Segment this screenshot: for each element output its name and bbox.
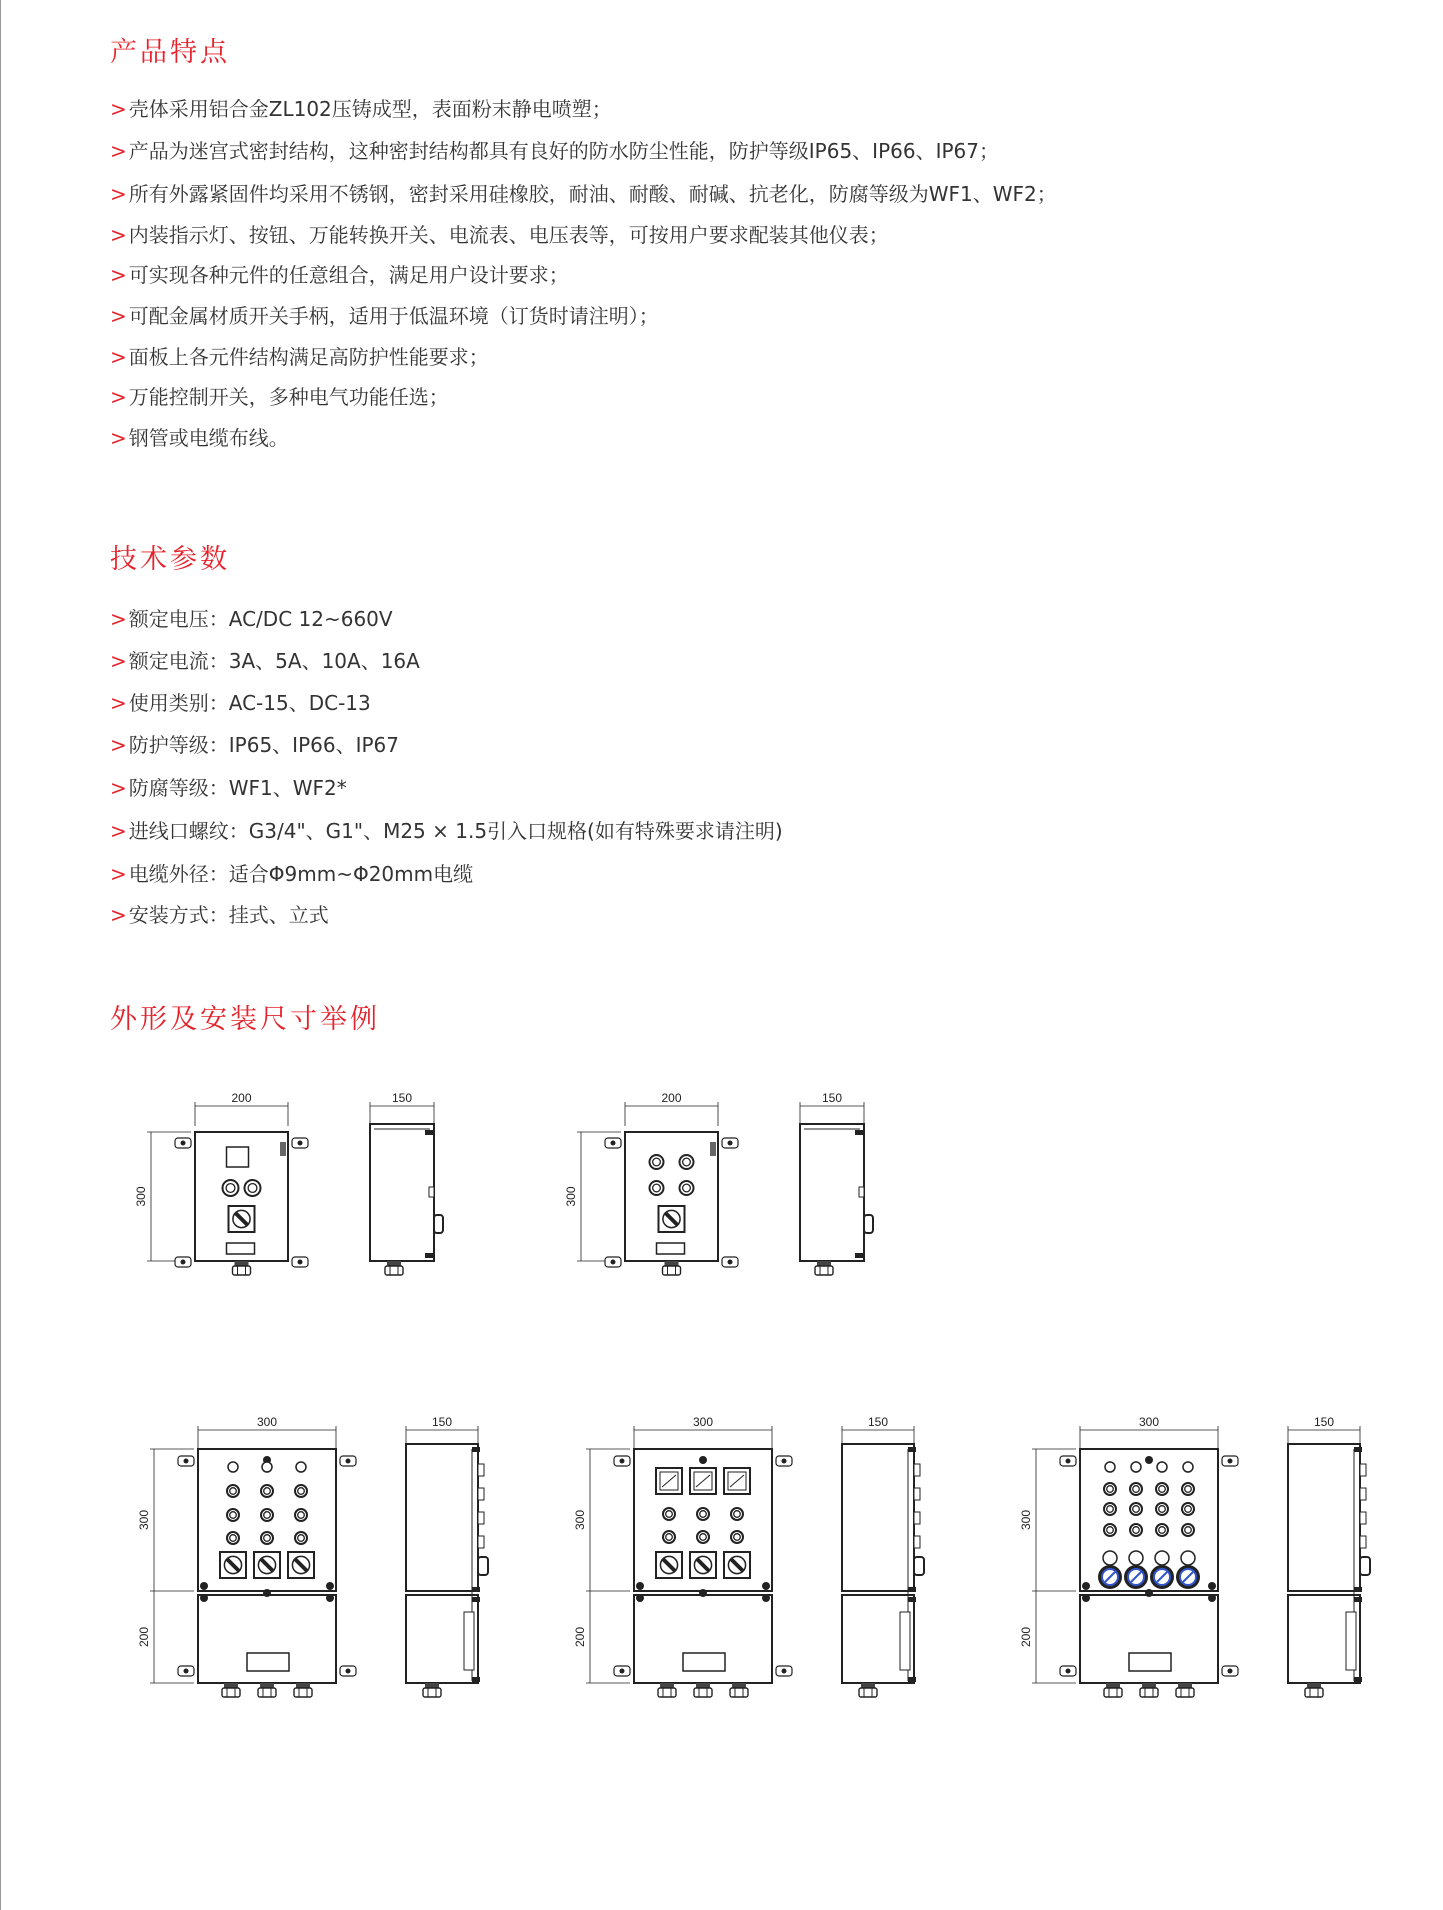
bolt-icon <box>181 1260 186 1265</box>
bolt-icon <box>611 1141 616 1146</box>
specs-item-text: 防护等级：IP65、IP66、IP67 <box>128 733 399 757</box>
dimension-label: 150 <box>1313 1415 1335 1429</box>
side-button-icon <box>914 1464 920 1476</box>
bullet-marker: > <box>110 304 127 328</box>
features-item-text: 所有外露紧固件均采用不锈钢，密封采用硅橡胶，耐油、耐酸、耐碱、抗老化，防腐等级为WF1、WF2； <box>128 182 1057 206</box>
dimension-label: 150 <box>391 1091 413 1105</box>
dimensions-title: 外形及安装尺寸举例 <box>110 1004 380 1035</box>
bullet-marker: > <box>110 733 127 757</box>
enclosure-front <box>625 1132 718 1261</box>
bolt-icon <box>346 1669 351 1674</box>
nameplate <box>227 1243 255 1254</box>
bolt-icon <box>782 1459 787 1464</box>
dimension-label: 300 <box>692 1415 714 1429</box>
indicator-lamp-icon <box>296 1462 306 1472</box>
dimension-label: 300 <box>1019 1509 1033 1531</box>
nameplate <box>657 1243 685 1254</box>
dimension-label: 150 <box>867 1415 889 1429</box>
bolt-icon <box>1066 1459 1071 1464</box>
switch-handle-side-icon <box>1360 1557 1370 1575</box>
dimension-label: 150 <box>431 1415 453 1429</box>
small-enclosure-drawing <box>564 1091 873 1275</box>
dimension-label: 200 <box>573 1626 587 1648</box>
bolt-icon <box>298 1260 303 1265</box>
indicator-lamp-icon <box>1183 1462 1193 1472</box>
enclosure-side <box>370 1124 434 1261</box>
side-button-icon <box>478 1536 484 1548</box>
bolt-icon <box>184 1669 189 1674</box>
bolt-icon <box>1208 1594 1216 1602</box>
bolt-icon <box>699 1456 707 1464</box>
indicator-lamp-icon <box>228 1462 238 1472</box>
cable-gland-icon <box>817 1261 831 1266</box>
bullet-marker: > <box>110 139 127 163</box>
side-button-icon <box>1360 1464 1366 1476</box>
bolt-icon <box>762 1582 770 1590</box>
cable-gland-icon <box>224 1683 238 1688</box>
cable-gland-icon <box>235 1261 249 1266</box>
bullet-marker: > <box>110 263 127 287</box>
large-enclosure-drawing <box>1019 1415 1370 1697</box>
dimension-label: 200 <box>1019 1626 1033 1648</box>
cable-gland-icon <box>260 1683 274 1688</box>
bolt-icon <box>728 1141 733 1146</box>
dimension-label: 200 <box>661 1091 682 1105</box>
bolt-icon <box>184 1459 189 1464</box>
features-item-text: 可实现各种元件的任意组合，满足用户设计要求； <box>128 263 569 287</box>
side-button-icon <box>914 1488 920 1500</box>
dimension-label: 200 <box>231 1091 252 1105</box>
side-button-icon <box>478 1464 484 1476</box>
bullet-marker: > <box>110 426 127 450</box>
specs-item-text: 电缆外径：适合Φ9mm~Φ20mm电缆 <box>128 862 474 886</box>
cable-gland-icon <box>732 1683 746 1688</box>
bullet-marker: > <box>110 691 127 715</box>
large-enclosure-drawing <box>137 1415 488 1697</box>
indicator-lamp-icon <box>1105 1462 1115 1472</box>
dimension-label: 300 <box>1138 1415 1160 1429</box>
side-button-icon <box>478 1488 484 1500</box>
features-item-text: 万能控制开关，多种电气功能任选； <box>128 385 449 409</box>
bullet-marker: > <box>110 862 127 886</box>
features-item-text: 面板上各元件结构满足高防护性能要求； <box>128 345 489 369</box>
side-button-icon <box>914 1536 920 1548</box>
specs-item-text: 防腐等级：WF1、WF2* <box>128 776 347 800</box>
side-button-icon <box>1360 1488 1366 1500</box>
bolt-icon <box>1145 1456 1153 1464</box>
bolt-icon <box>181 1141 186 1146</box>
dimension-label: 300 <box>134 1186 148 1207</box>
cable-gland-icon <box>861 1683 875 1688</box>
bolt-icon <box>1145 1589 1153 1597</box>
enclosure-side-upper <box>1288 1444 1360 1591</box>
bolt-icon <box>699 1589 707 1597</box>
bullet-marker: > <box>110 345 127 369</box>
bolt-icon <box>728 1260 733 1265</box>
dimension-label: 300 <box>564 1186 578 1207</box>
bullet-marker: > <box>110 97 127 121</box>
indicator-lamp-icon <box>1157 1462 1167 1472</box>
features-item-text: 壳体采用铝合金ZL102压铸成型，表面粉末静电喷塑； <box>128 97 612 121</box>
specs-title: 技术参数 <box>110 544 230 575</box>
bolt-icon <box>346 1459 351 1464</box>
switch-handle-side-icon <box>864 1215 873 1233</box>
dimension-label: 200 <box>137 1626 151 1648</box>
dimension-label: 300 <box>573 1509 587 1531</box>
bolt-icon <box>762 1594 770 1602</box>
indicator-window-icon <box>227 1147 249 1167</box>
features-title: 产品特点 <box>110 37 230 68</box>
nameplate <box>1129 1653 1171 1671</box>
bullet-marker: > <box>110 182 127 206</box>
nameplate <box>683 1653 725 1671</box>
bullet-marker: > <box>110 776 127 800</box>
cable-gland-icon <box>387 1261 401 1266</box>
bolt-icon <box>1082 1582 1090 1590</box>
cable-gland-icon <box>425 1683 439 1688</box>
cable-gland-icon <box>660 1683 674 1688</box>
enclosure-side <box>800 1124 864 1261</box>
bolt-icon <box>620 1669 625 1674</box>
bullet-marker: > <box>110 607 127 631</box>
bullet-marker: > <box>110 819 127 843</box>
bolt-icon <box>1228 1669 1233 1674</box>
enclosure-side-upper <box>842 1444 914 1591</box>
specs-item-text: 额定电流：3A、5A、10A、16A <box>128 649 420 673</box>
bolt-icon <box>200 1594 208 1602</box>
cable-gland-icon <box>1142 1683 1156 1688</box>
cable-gland-icon <box>696 1683 710 1688</box>
bolt-icon <box>263 1589 271 1597</box>
bullet-marker: > <box>110 385 127 409</box>
features-item-text: 产品为迷宫式密封结构，这种密封结构都具有良好的防水防尘性能，防护等级IP65、IP66、IP67； <box>128 139 999 163</box>
dimension-label: 150 <box>821 1091 843 1105</box>
cable-gland-icon <box>665 1261 679 1266</box>
bolt-icon <box>636 1594 644 1602</box>
dimension-label: 300 <box>256 1415 278 1429</box>
bullet-marker: > <box>110 903 127 927</box>
bullet-marker: > <box>110 223 127 247</box>
features-item-text: 钢管或电缆布线。 <box>128 426 289 450</box>
cable-gland-icon <box>1106 1683 1120 1688</box>
indicator-lamp-icon <box>1131 1462 1141 1472</box>
side-button-icon <box>1360 1536 1366 1548</box>
label-plate-icon <box>710 1142 716 1156</box>
features-item-text: 内装指示灯、按钮、万能转换开关、电流表、电压表等，可按用户要求配装其他仪表； <box>128 223 889 247</box>
large-enclosure-drawing <box>573 1415 924 1697</box>
bolt-icon <box>620 1459 625 1464</box>
bolt-icon <box>200 1582 208 1590</box>
bolt-icon <box>1208 1582 1216 1590</box>
cable-gland-icon <box>296 1683 310 1688</box>
small-enclosure-drawing <box>134 1091 443 1275</box>
switch-handle-side-icon <box>914 1557 924 1575</box>
dimension-label: 300 <box>137 1509 151 1531</box>
label-plate-icon <box>280 1142 286 1156</box>
indicator-lamp-icon <box>262 1462 272 1472</box>
switch-handle-side-icon <box>434 1215 443 1233</box>
specs-item-text: 使用类别：AC-15、DC-13 <box>128 691 371 715</box>
bolt-icon <box>326 1582 334 1590</box>
side-button-icon <box>478 1512 484 1524</box>
features-item-text: 可配金属材质开关手柄，适用于低温环境（订货时请注明）； <box>128 304 659 328</box>
nameplate <box>247 1653 289 1671</box>
specs-item-text: 额定电压：AC/DC 12~660V <box>128 607 393 631</box>
switch-handle-side-icon <box>478 1557 488 1575</box>
bolt-icon <box>611 1260 616 1265</box>
bolt-icon <box>326 1594 334 1602</box>
bolt-icon <box>636 1582 644 1590</box>
bolt-icon <box>1082 1594 1090 1602</box>
specs-item-text: 安装方式：挂式、立式 <box>128 903 329 927</box>
side-button-icon <box>1360 1512 1366 1524</box>
specs-item-text: 进线口螺纹：G3/4"、G1"、M25 × 1.5引入口规格(如有特殊要求请注明) <box>128 819 783 843</box>
side-button-icon <box>914 1512 920 1524</box>
bolt-icon <box>1066 1669 1071 1674</box>
bolt-icon <box>298 1141 303 1146</box>
enclosure-side-upper <box>406 1444 478 1591</box>
bolt-icon <box>782 1669 787 1674</box>
cable-gland-icon <box>1178 1683 1192 1688</box>
cable-gland-icon <box>1307 1683 1321 1688</box>
bullet-marker: > <box>110 649 127 673</box>
bolt-icon <box>1228 1459 1233 1464</box>
